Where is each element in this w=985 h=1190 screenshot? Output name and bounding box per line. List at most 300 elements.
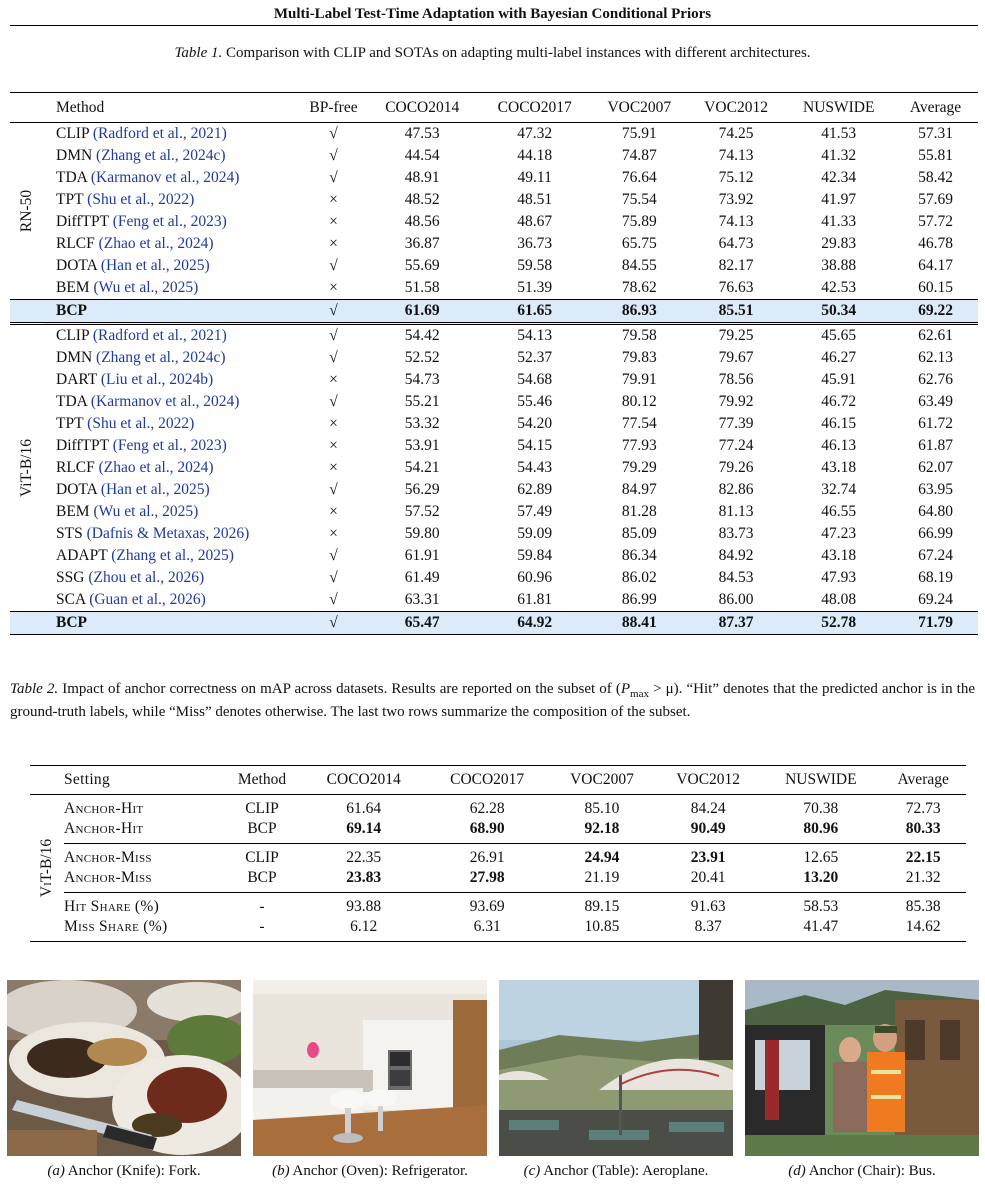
method-name: TDA [56,393,87,410]
table1-value-cell: 42.53 [821,279,857,296]
table2-row [30,868,966,893]
method-name: TPT [56,191,84,208]
table1-row [10,501,978,523]
citation-link[interactable]: (Shu et al., 2022) [87,191,195,208]
table1-value-cell: 86.02 [621,569,657,586]
table2-arch-label: ViT-B/16 [38,838,55,898]
table1-value-cell: 53.32 [404,415,440,432]
table1-value-cell: 46.78 [918,235,953,252]
figure-a-text: Anchor (Knife): Fork. [67,1163,201,1179]
table2-header-voc2007: VOC2007 [549,766,655,795]
table1-value-cell: 84.92 [718,547,754,564]
table1-row [10,589,978,612]
method-name: CLIP [56,327,90,344]
bp-free-mark: × [329,279,338,296]
table1-method-cell [44,589,301,612]
table1-value-cell: 46.27 [821,349,857,366]
figure-b-photo [253,980,487,1156]
table2-value-cell: 90.49 [690,820,726,837]
table2-value-cell: 26.91 [425,844,548,869]
table1-row [10,123,978,146]
table1-value-cell: 47.23 [821,525,857,542]
table1-method-cell [44,413,301,435]
table2-value-cell: 85.10 [584,800,620,817]
table1-arch-label: RN-50 [18,189,35,233]
table1-value-cell: 42.34 [821,169,857,186]
table1-value-cell: 57.69 [918,191,953,208]
table1-arch-cell [10,612,44,635]
citation-link[interactable]: (Wu et al., 2025) [93,279,199,296]
method-name: BEM [56,503,90,520]
table1-method-cell [44,435,301,457]
table1-value-cell: 75.54 [621,191,657,208]
table1-value-cell: 44.54 [404,147,440,164]
citation-link[interactable]: (Han et al., 2025) [100,481,210,498]
table1-value-cell: 51.58 [404,279,440,296]
table1-value-cell: 55.21 [404,393,440,410]
table2-caption-a: Impact of anchor correctness on mAP across datasets. Results are reported on the subset of ( [62,681,621,697]
table1-value-cell: 29.83 [821,235,857,252]
table1-value-cell: 79.58 [591,324,688,348]
bp-free-mark: √ [329,147,338,164]
table1-value-cell: 61.72 [918,415,953,432]
table1-value-cell: 54.20 [517,415,553,432]
table1-row [10,457,978,479]
table1-row [10,523,978,545]
bp-free-mark: √ [329,169,338,186]
table2-value-cell: 10.85 [549,917,655,942]
citation-link[interactable]: (Karmanov et al., 2024) [90,393,240,410]
table1-value-cell: 36.87 [404,235,440,252]
table1-row [10,413,978,435]
table1-header-coco2014: COCO2014 [366,93,478,123]
figure-d-tag: (d) [788,1163,806,1179]
table1-value-cell: 84.53 [718,569,754,586]
table2-method-cell: - [222,893,302,918]
table1-value-cell: 66.99 [918,525,953,542]
method-name: DART [56,371,97,388]
figure-a-photo [7,980,241,1156]
table1-value-cell: 55.81 [918,147,953,164]
table2-method-cell: - [222,917,302,942]
method-name: CLIP [56,125,90,142]
table1-value-cell: 77.39 [718,415,754,432]
method-name: TPT [56,415,84,432]
table1-value-cell: 69.24 [918,591,953,608]
table1-value-cell: 76.63 [718,279,754,296]
table1-value-cell: 45.65 [784,324,893,348]
table1-header-coco2017: COCO2017 [478,93,590,123]
table2-value-cell: 23.83 [346,869,382,886]
table1-row [10,255,978,277]
table2-value-cell: 89.15 [549,893,655,918]
table1-row [10,167,978,189]
bp-free-mark: √ [329,591,338,608]
table1-value-cell: 82.17 [718,257,754,274]
figure-a-caption [4,1163,244,1180]
table1-value-cell: 62.76 [918,371,953,388]
table1-method-cell [44,523,301,545]
citation-link[interactable]: (Han et al., 2025) [100,257,210,274]
table2-value-cell: 84.24 [690,800,726,817]
table1-method-cell [44,501,301,523]
citation-link[interactable]: (Liu et al., 2024b) [100,371,214,388]
table1-value-cell: 54.13 [478,324,590,348]
table1-value-cell: 85.09 [621,525,657,542]
table1-arch-cell [10,324,44,612]
table1-value-cell: 55.69 [404,257,440,274]
table1-value-cell: 54.73 [404,371,440,388]
method-name: DMN [56,147,93,164]
table1-value-cell: 78.62 [621,279,657,296]
table2-value-cell: 58.53 [761,893,880,918]
table2-row [30,844,966,869]
bp-free-mark: √ [329,547,338,564]
header-rule [10,25,978,26]
ours-method-name: BCP [44,300,301,324]
table1-method-cell [44,545,301,567]
table1-value-cell: 61.87 [918,437,953,454]
table1-method-cell [44,567,301,589]
citation-link[interactable]: (Zhang et al., 2024c) [96,147,226,164]
table2-header-setting: Setting [64,766,222,795]
table1-value-cell: 43.18 [821,547,857,564]
table1-value-cell: 64.17 [918,257,953,274]
table2-caption [10,680,975,721]
citation-link[interactable]: (Guan et al., 2026) [89,591,206,608]
table1-method-cell [44,233,301,255]
table1-value-cell: 48.08 [821,591,857,608]
citation-link[interactable]: (Radford et al., 2021) [92,327,227,344]
table1-header-voc2007: VOC2007 [591,93,688,123]
table2-value-cell: 80.96 [803,820,839,837]
table1-method-cell [44,167,301,189]
table1-value-cell: 81.28 [621,503,657,520]
table1-value-cell: 38.88 [821,257,857,274]
bp-free-mark: × [329,213,338,230]
table1-value-cell: 75.12 [718,169,754,186]
bp-free-mark: × [329,235,338,252]
table1-method-cell [44,211,301,233]
table1-value-cell: 52.52 [404,349,440,366]
table2-body [30,795,966,942]
citation-link[interactable]: (Dafnis & Metaxas, 2026) [86,525,250,542]
table2-value-cell: 69.14 [346,820,382,837]
table2-header-coco2017: COCO2017 [425,766,548,795]
table1-header-voc2012: VOC2012 [688,93,785,123]
table1-method-cell [44,277,301,300]
bp-free-mark: √ [329,349,338,366]
citation-link[interactable]: (Zhao et al., 2024) [98,235,214,252]
table1-value-cell: 73.92 [718,191,754,208]
table1-value-cell: 79.25 [688,324,785,348]
table2-value-cell: 21.19 [584,869,620,886]
figure-d-caption [742,1163,982,1180]
table1-body [10,123,978,635]
table1-value-cell: 57.72 [918,213,953,230]
citation-link[interactable]: (Shu et al., 2022) [87,415,195,432]
table1-header-average: Average [893,93,978,123]
citation-link[interactable]: (Zhang et al., 2024c) [96,349,226,366]
table1 [10,92,978,635]
table1-value-cell: 47.93 [821,569,857,586]
table1-value-cell: 57.49 [517,503,553,520]
method-name: DOTA [56,481,97,498]
table1-value-cell: 61.91 [404,547,440,564]
table1-value-cell: 45.91 [821,371,857,388]
citation-link[interactable]: (Karmanov et al., 2024) [90,169,240,186]
table1-value-cell: 55.46 [517,393,553,410]
citation-link[interactable]: (Radford et al., 2021) [92,125,227,142]
table2 [30,765,966,942]
citation-link[interactable]: (Zhang et al., 2025) [111,547,234,564]
method-name: RLCF [56,459,95,476]
table1-value-cell: 68.19 [918,569,953,586]
table1-method-cell [44,123,301,146]
table2-value-cell: 6.12 [302,917,425,942]
table1-row [10,145,978,167]
table2-method-cell: BCP [247,869,277,886]
table1-value-cell: 86.34 [621,547,657,564]
table2-caption-math: P [620,681,631,697]
table2-value-cell: 72.73 [905,800,941,817]
table1-value-cell: 62.61 [893,324,978,348]
figure-b-image [253,980,487,1156]
table1-row [10,277,978,300]
table1-value-cell: 43.18 [821,459,857,476]
table1-value-cell: 51.39 [517,279,553,296]
table1-value-cell: 75.91 [621,125,657,142]
table1-value-cell: 59.84 [517,547,553,564]
table1-method-cell [44,479,301,501]
table2-setting-cell: Anchor-Miss [64,869,152,886]
table2-row [30,917,966,942]
table1-value-cell: 59.80 [404,525,440,542]
table1-value-cell: 48.56 [404,213,440,230]
table2-value-cell: 21.32 [905,869,941,886]
table1-value-cell: 49.11 [517,169,552,186]
table1-value-cell: 56.29 [404,481,440,498]
bp-free-mark: × [329,459,338,476]
table1-method-cell [44,347,301,369]
table1-value-cell: 54.43 [517,459,553,476]
table2-value-cell: 85.38 [880,893,966,918]
table1-value-cell: 61.65 [478,300,590,324]
table2-value-cell: 92.18 [584,820,620,837]
table2-setting-cell: Hit Share (%) [64,893,222,918]
table2-caption-b: “Hit” denotes that the predicted anchor is in the ground-truth labels, while “Miss” denotes otherwise. The last two rows summarize the composition of the subset. [10,681,976,720]
method-name: DiffTPT [56,213,109,230]
table1-value-cell: 86.99 [621,591,657,608]
citation-link[interactable]: (Zhou et al., 2026) [88,569,205,586]
table1-value-cell: 52.37 [517,349,553,366]
table1-value-cell: 77.54 [621,415,657,432]
figure-c-text: Anchor (Table): Aeroplane. [543,1163,709,1179]
table1-method-cell [44,391,301,413]
table2-method-cell: BCP [247,820,277,837]
table1-value-cell: 83.73 [718,525,754,542]
table1-value-cell: 47.53 [404,125,440,142]
table1-value-cell: 53.91 [404,437,440,454]
table1-value-cell: 86.00 [718,591,754,608]
table1-value-cell: 54.68 [517,371,553,388]
table1-value-cell: 48.51 [517,191,553,208]
table2-setting-cell: Anchor-Miss [64,844,222,869]
table2-value-cell: 13.20 [803,869,839,886]
table1-value-cell: 87.37 [688,612,785,635]
table1-caption-text: Comparison with CLIP and SOTAs on adapting multi-label instances with different architectures. [226,45,811,61]
table2-row [30,893,966,918]
table1-value-cell: 44.18 [517,147,553,164]
table1-value-cell: 48.91 [404,169,440,186]
table1-row [10,479,978,501]
figure-c-caption [496,1163,736,1180]
citation-link[interactable]: (Feng et al., 2023) [112,437,227,454]
table1-header-bpfree: BP-free [301,93,366,123]
table1-method-cell [44,324,301,348]
table1-value-cell: 65.47 [366,612,478,635]
table1-value-cell: 63.49 [918,393,953,410]
table1-value-cell: 78.56 [718,371,754,388]
table1-value-cell: 84.55 [621,257,657,274]
table1-label: Table 1. [174,45,223,61]
ours-method-name: BCP [44,612,301,635]
table1-value-cell: 61.81 [517,591,553,608]
table2-value-cell: 61.64 [346,800,382,817]
table1-ours-row [10,300,978,324]
table1-value-cell: 57.31 [918,125,953,142]
figure-b-tag: (b) [272,1163,290,1179]
figure-c-photo [499,980,733,1156]
table1-value-cell: 47.32 [517,125,553,142]
table1-value-cell: 46.15 [821,415,857,432]
table1-value-cell: 69.22 [893,300,978,324]
citation-link[interactable]: (Wu et al., 2025) [93,503,199,520]
method-name: RLCF [56,235,95,252]
table1-row [10,567,978,589]
table2-header-average: Average [880,766,966,795]
method-name: DiffTPT [56,437,109,454]
table1-ours-row [10,612,978,635]
bp-free-mark: √ [329,481,338,498]
method-name: DOTA [56,257,97,274]
method-name: BEM [56,279,90,296]
table1-value-cell: 63.95 [918,481,953,498]
table2-value-cell: 20.41 [690,869,726,886]
table1-row [10,211,978,233]
table1-value-cell: 61.69 [366,300,478,324]
table1-header-arch [10,93,44,123]
table1-value-cell: 77.24 [718,437,754,454]
bp-free-mark: √ [329,393,338,410]
table1-value-cell: 48.52 [404,191,440,208]
table1-method-cell [44,255,301,277]
table1-header-nuswide: NUSWIDE [784,93,893,123]
table1-value-cell: 41.53 [821,125,857,142]
table2-value-cell: 12.65 [761,844,880,869]
table1-value-cell: 84.97 [621,481,657,498]
table1-value-cell: 74.13 [718,147,754,164]
table1-value-cell: 82.86 [718,481,754,498]
table1-method-cell [44,369,301,391]
table1-value-cell: 59.09 [517,525,553,542]
figure-c-tag: (c) [523,1163,541,1179]
bp-free-mark: × [329,525,338,542]
table2-label: Table 2. [10,681,59,697]
bp-free-mark: √ [329,125,338,142]
table1-value-cell: 62.89 [517,481,553,498]
table1-value-cell: 41.32 [821,147,857,164]
table1-value-cell: 50.34 [784,300,893,324]
figure-a-image [7,980,241,1156]
table1-row [10,369,978,391]
table2-caption-sub: max [630,688,649,700]
table1-value-cell: 79.29 [621,459,657,476]
table2-arch-cell [30,795,64,942]
table2-header-voc2012: VOC2012 [655,766,761,795]
table1-row [10,233,978,255]
table1-value-cell: 46.13 [821,437,857,454]
table1-value-cell: 64.73 [718,235,754,252]
table1-value-cell: 85.51 [688,300,785,324]
table1-value-cell: 60.96 [517,569,553,586]
table1-method-cell [44,189,301,211]
method-name: ADAPT [56,547,108,564]
table2-method-cell: CLIP [245,800,279,817]
table1-arch-label: ViT-B/16 [18,439,35,497]
table1-value-cell: 86.93 [591,300,688,324]
citation-link[interactable]: (Zhao et al., 2024) [98,459,214,476]
method-name: SSG [56,569,85,586]
table1-header-row [10,93,978,123]
method-name: TDA [56,169,87,186]
table2-value-cell: 93.88 [302,893,425,918]
table2-value-cell: 93.69 [425,893,548,918]
table1-value-cell: 58.42 [918,169,953,186]
table1-value-cell: 64.92 [478,612,590,635]
citation-link[interactable]: (Feng et al., 2023) [112,213,227,230]
table1-header-method: Method [44,93,301,123]
table2-value-cell: 27.98 [469,869,505,886]
table2-method-cell: CLIP [222,844,302,869]
table2-value-cell: 23.91 [655,844,761,869]
table1-value-cell: 54.21 [404,459,440,476]
figure-a-tag: (a) [47,1163,65,1179]
table2-setting-cell: Miss Share (%) [64,917,222,942]
table2-row [30,795,966,820]
bp-free-mark: √ [301,612,366,635]
table1-value-cell: 36.73 [517,235,553,252]
figure-d-image [745,980,979,1156]
table1-method-cell [44,457,301,479]
table1-value-cell: 67.24 [918,547,953,564]
table1-value-cell: 77.93 [621,437,657,454]
table1-value-cell: 62.13 [918,349,953,366]
table2-value-cell: 22.35 [302,844,425,869]
bp-free-mark: × [329,371,338,388]
table1-value-cell: 46.72 [821,393,857,410]
table1-value-cell: 57.52 [404,503,440,520]
table2-value-cell: 8.37 [655,917,761,942]
table1-value-cell: 79.67 [718,349,754,366]
table2-value-cell: 41.47 [761,917,880,942]
figure-c-image [499,980,733,1156]
bp-free-mark: × [329,503,338,520]
table1-row [10,545,978,567]
table1-value-cell: 60.15 [918,279,953,296]
table2-setting-cell: Anchor-Hit [64,820,144,837]
table2-header-row [30,766,966,795]
